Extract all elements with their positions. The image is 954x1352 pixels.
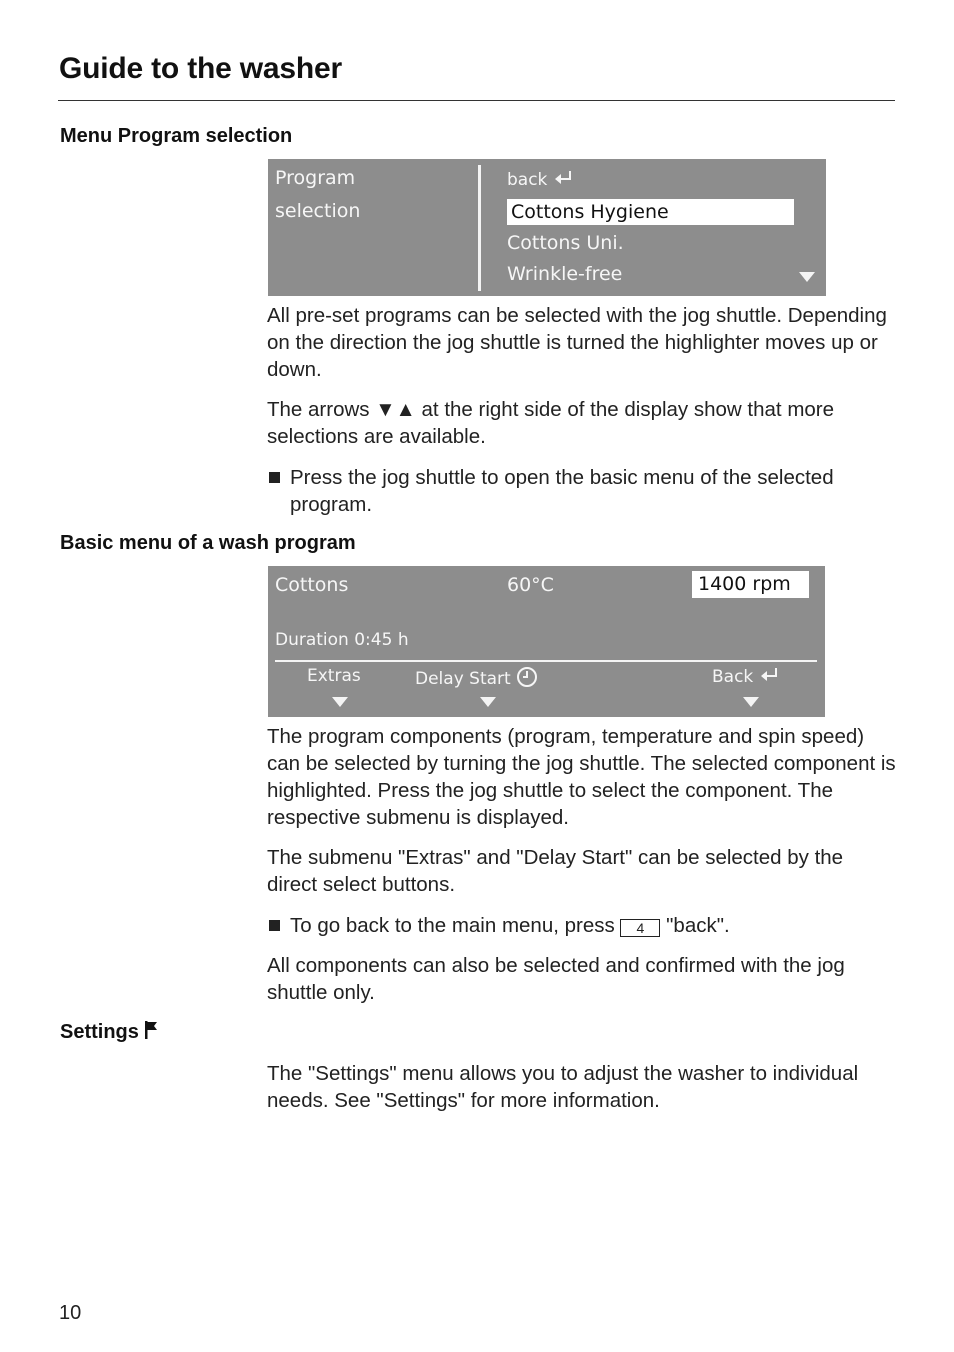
paragraph bbox=[267, 396, 897, 450]
paragraph-text: at the right side of the display show that more selections are available. bbox=[267, 398, 835, 448]
display-left-line1: Program bbox=[275, 167, 356, 189]
display-spin-selected: 1400 rpm bbox=[692, 571, 809, 598]
paragraph: The "Settings" menu allows you to adjust the washer to individual needs. See "Settings" for more information. bbox=[267, 1062, 859, 1112]
display-duration: Duration 0:45 h bbox=[275, 630, 409, 650]
section-heading-program-selection: Menu Program selection bbox=[60, 125, 293, 147]
paragraph: The submenu "Extras" and "Delay Start" can be selected by the direct select buttons. bbox=[267, 846, 844, 896]
clock-icon bbox=[516, 666, 538, 688]
paragraph: The program components (program, temperature and spin speed) can be selected by turning the jog shuttle. The selected component is highlighted. Press the jog shuttle to select the component. The respective submenu is displayed. bbox=[267, 725, 896, 829]
paragraph-text: The arrows bbox=[267, 398, 376, 421]
section-heading-basic-menu: Basic menu of a wash program bbox=[60, 532, 356, 554]
bullet-item bbox=[267, 912, 897, 939]
page-title: Guide to the washer bbox=[59, 52, 342, 85]
bullet-text: Press the jog shuttle to open the basic menu of the selected program. bbox=[290, 466, 834, 516]
triangle-down-icon bbox=[332, 697, 348, 707]
display-left-line2: selection bbox=[275, 200, 361, 222]
back-label: Back bbox=[712, 667, 754, 687]
bullet-text bbox=[267, 912, 897, 939]
return-arrow-icon bbox=[553, 169, 575, 187]
basic-menu-display bbox=[268, 566, 825, 717]
arrows-icon: ▼▲ bbox=[375, 398, 416, 421]
return-arrow-icon bbox=[759, 666, 781, 684]
title-divider bbox=[58, 100, 895, 101]
bullet-square-icon bbox=[269, 472, 280, 483]
settings-heading-text: Settings bbox=[60, 1021, 139, 1043]
display-extras: Extras bbox=[307, 666, 361, 686]
section-heading-settings bbox=[60, 1020, 158, 1044]
bullet-text-part: "back". bbox=[660, 914, 730, 937]
paragraph: All pre-set programs can be selected with the jog shuttle. Depending on the direction the jog shuttle is turned the highlighter moves up or down. bbox=[267, 304, 887, 381]
display-item: Cottons Uni. bbox=[507, 232, 624, 254]
key-4-icon: 4 bbox=[620, 919, 660, 937]
bullet-item bbox=[267, 464, 897, 518]
delay-start-label: Delay Start bbox=[415, 669, 511, 689]
display-program: Cottons bbox=[275, 574, 349, 596]
display-divider bbox=[275, 660, 817, 662]
triangle-down-icon bbox=[743, 697, 759, 707]
bullet-text-part: To go back to the main menu, press bbox=[290, 914, 621, 937]
program-selection-display bbox=[268, 159, 826, 296]
display-temperature: 60°C bbox=[507, 574, 554, 596]
display-item-selected: Cottons Hygiene bbox=[507, 199, 794, 225]
display-delay-start bbox=[415, 666, 538, 689]
paragraph: All components can also be selected and confirmed with the jog shuttle only. bbox=[267, 954, 845, 1004]
triangle-down-icon bbox=[799, 272, 815, 282]
display-divider bbox=[478, 165, 481, 291]
display-back-item bbox=[507, 169, 575, 190]
bullet-square-icon bbox=[269, 920, 280, 931]
display-back bbox=[712, 666, 781, 687]
triangle-down-icon bbox=[480, 697, 496, 707]
back-label: back bbox=[507, 170, 548, 190]
page-number: 10 bbox=[59, 1302, 82, 1324]
display-item: Wrinkle-free bbox=[507, 263, 623, 285]
flag-icon bbox=[144, 1020, 158, 1040]
